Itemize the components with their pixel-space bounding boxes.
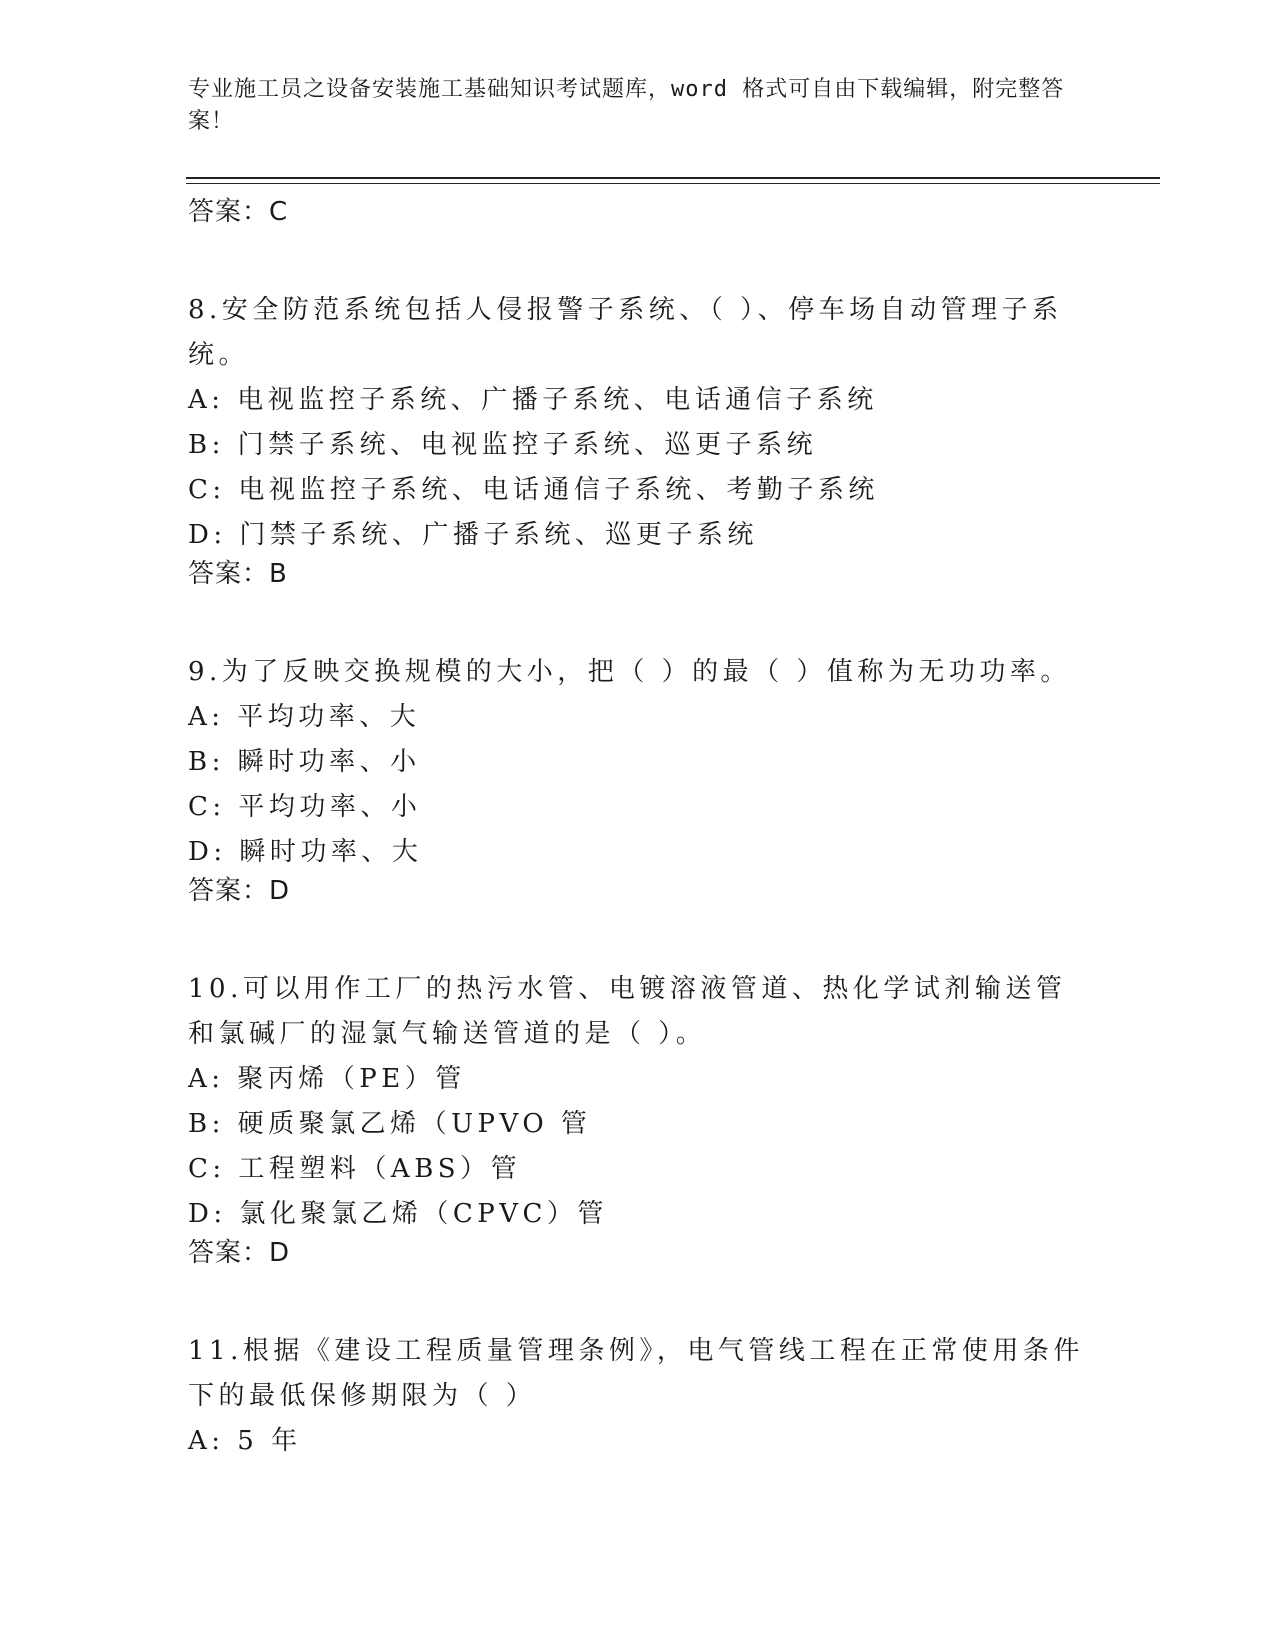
question-text: 8.安全防范系统包括人侵报警子系统、（ ）、停车场自动管理子系统。 bbox=[188, 295, 1063, 370]
option-a: A: 电视监控子系统、广播子系统、电话通信子系统 bbox=[188, 385, 878, 415]
header-rule-thin bbox=[186, 183, 1160, 184]
answer-line: 答案：D bbox=[188, 1238, 291, 1268]
option-d: D: 氯化聚氯乙烯（CPVC）管 bbox=[188, 1199, 608, 1229]
option-c: C: 工程塑料（ABS）管 bbox=[188, 1154, 522, 1184]
option-b: B: 瞬时功率、小 bbox=[188, 747, 421, 777]
question-text: 9.为了反映交换规模的大小，把（ ）的最（ ）值称为无功功率。 bbox=[188, 657, 1071, 687]
question-10 bbox=[188, 967, 1088, 1277]
document-header: 专业施工员之设备安装施工基础知识考试题库，word 格式可自由下载编辑，附完整答案！ bbox=[188, 77, 1065, 134]
question-9 bbox=[188, 650, 1088, 915]
option-c: C: 电视监控子系统、电话通信子系统、考勤子系统 bbox=[188, 475, 879, 505]
option-d: D: 瞬时功率、大 bbox=[188, 837, 423, 867]
answer-line: 答案：B bbox=[188, 559, 288, 589]
question-text: 10.可以用作工厂的热污水管、电镀溶液管道、热化学试剂输送管和氯碱厂的湿氯气输送管道的是（ ）。 bbox=[188, 974, 1067, 1049]
option-d: D: 门禁子系统、广播子系统、巡更子系统 bbox=[188, 520, 758, 550]
question-list bbox=[188, 196, 1088, 1464]
option-b: B: 硬质聚氯乙烯（UPVO 管 bbox=[188, 1109, 592, 1139]
header-rule-thick bbox=[186, 177, 1160, 179]
option-b: B: 门禁子系统、电视监控子系统、巡更子系统 bbox=[188, 430, 818, 460]
answer-line: 答案：C bbox=[188, 197, 289, 227]
question-11 bbox=[188, 1329, 1088, 1464]
answer-line: 答案：D bbox=[188, 876, 291, 906]
option-a: A: 5 年 bbox=[188, 1426, 302, 1456]
question-text: 11.根据《建设工程质量管理条例》，电气管线工程在正常使用条件下的最低保修期限为（ ） bbox=[188, 1336, 1084, 1411]
option-a: A: 聚丙烯（PE）管 bbox=[188, 1064, 466, 1094]
option-a: A: 平均功率、大 bbox=[188, 702, 421, 732]
question-8 bbox=[188, 288, 1088, 598]
option-c: C: 平均功率、小 bbox=[188, 792, 422, 822]
